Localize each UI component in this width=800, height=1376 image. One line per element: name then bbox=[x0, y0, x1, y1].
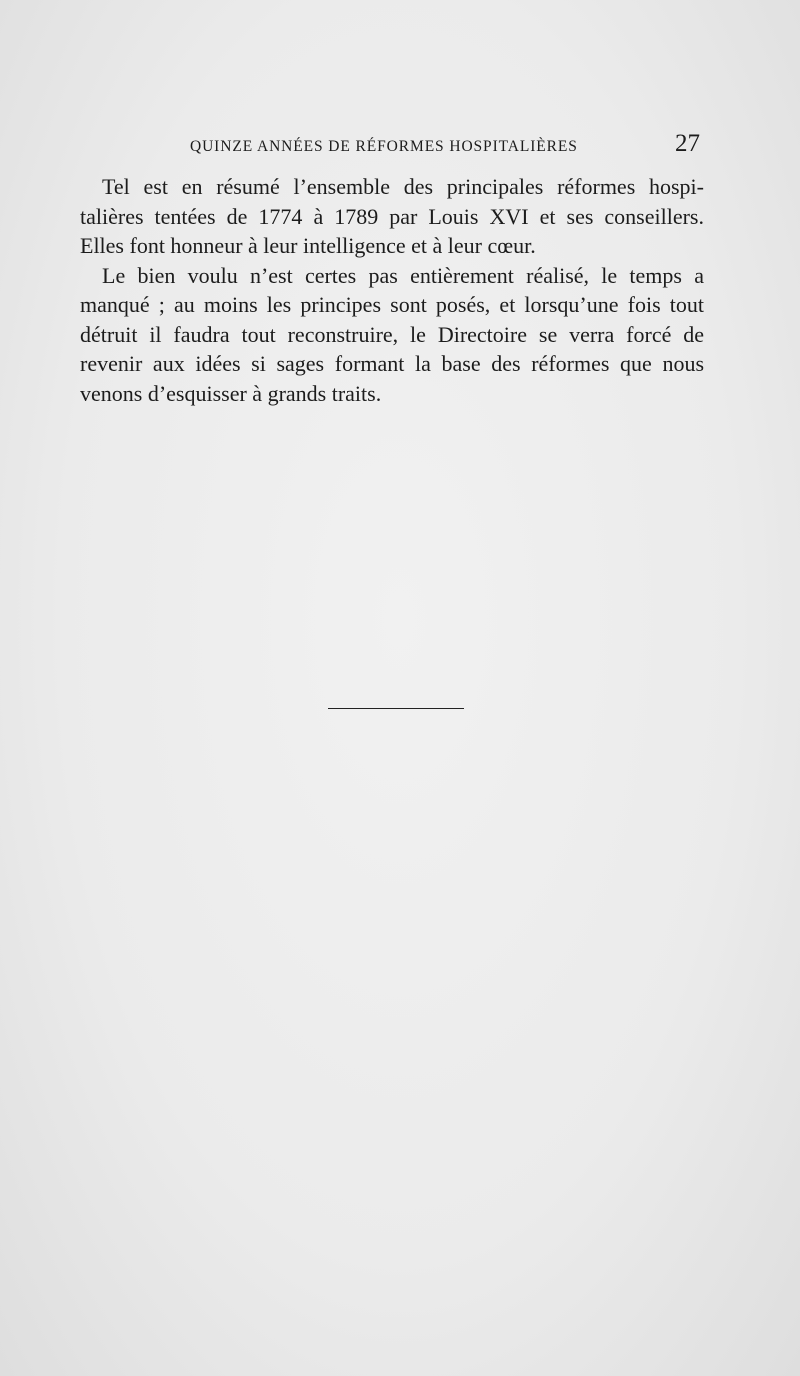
page-number: 27 bbox=[675, 130, 700, 157]
running-title: QUINZE ANNÉES DE RÉFORMES HOSPITALIÈRES bbox=[190, 138, 578, 155]
paragraph bbox=[80, 172, 704, 261]
text-line: manqué ; au moins les principes sont posés, et lorsqu’une fois tout bbox=[80, 292, 704, 317]
text-line: Tel est en résumé l’ensemble des principales réformes hospi- bbox=[102, 174, 704, 199]
text-line: revenir aux idées si sages formant la base des réformes que nous bbox=[80, 351, 704, 376]
text-line: Le bien voulu n’est certes pas entièrement réalisé, le temps a bbox=[102, 262, 704, 288]
running-head bbox=[80, 132, 704, 162]
paragraph bbox=[80, 261, 704, 409]
text-line: Elles font honneur à leur intelligence et à leur cœur. bbox=[80, 233, 536, 258]
text-line: venons d’esquisser à grands traits. bbox=[80, 380, 382, 406]
section-end-rule bbox=[328, 708, 464, 709]
body-text bbox=[80, 172, 704, 408]
text-line: détruit il faudra tout reconstruire, le Directoire se verra forcé de bbox=[80, 321, 704, 347]
text-line: talières tentées de 1774 à 1789 par Louis XVI et ses conseillers. bbox=[80, 203, 704, 229]
